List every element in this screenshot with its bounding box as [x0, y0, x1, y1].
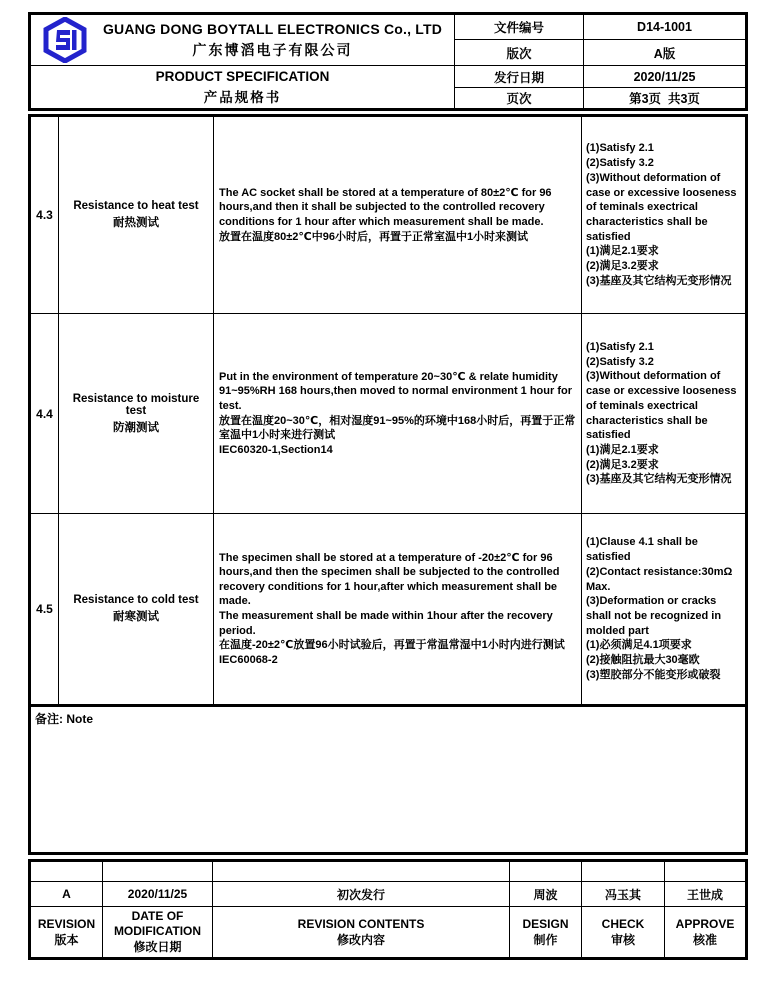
requirement-line: (3)Deformation or cracks shall not be recognized in molded part [586, 595, 722, 637]
test-name-cell [59, 514, 214, 706]
empty-cell [665, 861, 747, 882]
test-name-cell [59, 314, 214, 514]
empty-cell [582, 861, 665, 882]
test-row-4-3 [30, 116, 747, 314]
test-method-cell [214, 314, 582, 514]
requirement-line: (1)Satisfy 2.1 [586, 142, 654, 155]
revision-design: 周波 [510, 882, 582, 907]
test-method-cell [214, 514, 582, 706]
meta-label-page: 页次 [455, 88, 584, 110]
revision-header-row [30, 907, 747, 959]
header-revision: REVISION 版本 [30, 907, 103, 959]
empty-cell [213, 861, 510, 882]
requirement-line: (2)Satisfy 3.2 [586, 355, 654, 368]
empty-cell [103, 861, 213, 882]
method-line: IEC60320-1,Section14 [219, 443, 333, 456]
note-row [30, 706, 747, 854]
header-design: DESIGN 制作 [510, 907, 582, 959]
test-name-cn: 耐寒测试 [113, 611, 159, 623]
requirement-line: (1)满足2.1要求 [586, 245, 659, 258]
method-line: IEC60068-2 [219, 653, 278, 666]
test-requirement-cell [582, 116, 747, 314]
test-number: 4.5 [30, 514, 59, 706]
method-line: 放置在温度20~30℃，相对湿度91~95%的环境中168小时后，再置于正常室温中1小时来进行测试 [219, 414, 576, 442]
revision-contents: 初次发行 [213, 882, 510, 907]
meta-label-revision: 版次 [455, 40, 584, 66]
meta-label-issue-date: 发行日期 [455, 66, 584, 88]
requirement-line: (1)满足2.1要求 [586, 443, 659, 456]
document-title-cn: 产品规格书 [203, 89, 282, 105]
revision-date: 2020/11/25 [103, 882, 213, 907]
revision-row-a [30, 882, 747, 907]
test-row-4-4 [30, 314, 747, 514]
revision-check: 冯玉其 [582, 882, 665, 907]
meta-value-page: 第3页 共3页 [584, 88, 747, 110]
test-name-en: Resistance to cold test [73, 594, 199, 606]
meta-value-issue-date: 2020/11/25 [584, 66, 747, 88]
header-approve: APPROVE 核准 [665, 907, 747, 959]
requirement-line: (2)接触阻抗最大30毫欧 [586, 654, 700, 667]
requirement-line: (2)Satisfy 3.2 [586, 157, 654, 170]
meta-value-revision: A版 [584, 40, 747, 66]
requirement-line: (1)Clause 4.1 shall be satisfied [586, 536, 698, 564]
revision-table [28, 859, 748, 960]
meta-label-doc-number: 文件编号 [455, 14, 584, 40]
method-line: The AC socket shall be stored at a temperature of 80±2℃ for 96 hours,and then it shall be subjected to the controlled recovery conditions for 1 hour after which measurement shall be made. [219, 186, 552, 228]
test-name-en: Resistance to heat test [73, 200, 199, 212]
method-line: 放置在温度80±2℃中96小时后，再置于正常室温中1小时来测试 [219, 230, 529, 243]
requirement-line: (3)塑胶部分不能变形或破裂 [586, 668, 721, 681]
document-title-cell [30, 66, 455, 110]
test-requirement-cell [582, 514, 747, 706]
test-method-cell [214, 116, 582, 314]
method-line: The specimen shall be stored at a temperature of -20±2℃ for 96 hours,and then the specimen shall be subjected to the controlled recovery conditions for 1 hour,after which measurement shall be made. [219, 551, 560, 608]
company-cell [30, 14, 455, 66]
meta-value-doc-number: D14-1001 [584, 14, 747, 40]
revision-approve: 王世成 [665, 882, 747, 907]
requirement-line: (2)Contact resistance:30mΩ Max. [586, 565, 733, 593]
header-check: CHECK 审核 [582, 907, 665, 959]
company-name-en: GUANG DONG BOYTALL ELECTRONICS Co., LTD [102, 20, 443, 37]
requirement-line: (2)满足3.2要求 [586, 260, 659, 273]
requirement-line: (3)基座及其它结构无变形情况 [586, 473, 732, 486]
header-table [28, 12, 748, 111]
method-line: The measurement shall be made within 1hour after the recovery period. [219, 610, 553, 637]
header-date-of-modification: DATE OF MODIFICATION 修改日期 [103, 907, 213, 959]
test-name-cn: 耐热测试 [113, 217, 159, 229]
test-spec-table [28, 114, 748, 855]
method-line: Put in the environment of temperature 20~30℃ & relate humidity 91~95%RH 168 hours,then moved to normal environment 1 hour for test. [219, 370, 572, 412]
method-line: 在温度-20±2℃放置96小时试验后，再置于常温常湿中1小时内进行测试 [219, 639, 565, 652]
company-name-cn: 广东博滔电子有限公司 [192, 41, 353, 58]
requirement-line: (2)满足3.2要求 [586, 458, 659, 471]
revision-version: A [30, 882, 103, 907]
requirement-line: (3)Without deformation of case or excessive looseness of teminals exectrical characteristics shall be satisfied [586, 370, 737, 442]
empty-cell [510, 861, 582, 882]
test-row-4-5 [30, 514, 747, 706]
document-title-en: PRODUCT SPECIFICATION [155, 68, 330, 84]
note-label: 备注: Note [35, 712, 93, 726]
requirement-line: (3)Without deformation of case or excessive looseness of teminals exectrical characteristics shall be satisfied [586, 171, 737, 243]
revision-row-empty [30, 861, 747, 882]
header-revision-contents: REVISION CONTENTS 修改内容 [213, 907, 510, 959]
requirement-line: (3)基座及其它结构无变形情况 [586, 274, 732, 287]
test-name-cn: 防潮测试 [113, 421, 159, 434]
test-name-en: Resistance to moisture test [72, 392, 200, 417]
document-sheet [28, 12, 745, 960]
test-name-cell [59, 116, 214, 314]
requirement-line: (1)Satisfy 2.1 [586, 340, 654, 353]
note-cell [30, 706, 747, 854]
test-number: 4.3 [30, 116, 59, 314]
company-name [97, 21, 448, 60]
requirement-line: (1)必须满足4.1项要求 [586, 639, 692, 652]
empty-cell [30, 861, 103, 882]
test-number: 4.4 [30, 314, 59, 514]
company-logo-icon [43, 17, 87, 63]
test-requirement-cell [582, 314, 747, 514]
